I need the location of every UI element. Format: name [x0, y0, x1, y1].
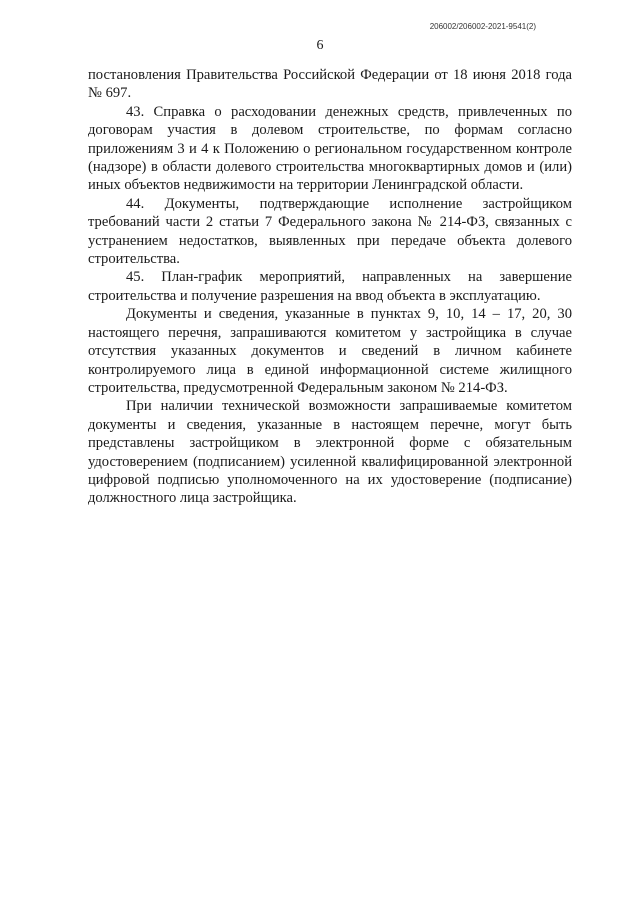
paragraph-item-43: 43. Справка о расходовании денежных средств, привлеченных по договорам участия в долевом строительстве, по формам согласно приложениям 3 и 4 к Положению о региональном государственном контроле (надзоре) в области долевого строительства многоквартирных домов и (или) иных объектов недвижимости на территории Ленинградской области. — [88, 103, 572, 194]
paragraph-continuation: постановления Правительства Российской Федерации от 18 июня 2018 года № 697. — [88, 67, 572, 102]
document-id: 206002/206002-2021-9541(2) — [429, 22, 536, 31]
paragraph-item-44: 44. Документы, подтверждающие исполнение застройщиком требований части 2 статьи 7 Федерального закона № 214-ФЗ, связанных с устранением недостатков, выявленных при передаче объекта долевого строительства. — [88, 195, 572, 268]
paragraph-electronic-form-note: При наличии технической возможности запрашиваемые комитетом документы и сведения, указанные в настоящем перечне, могут быть представлены застройщиком в электронной форме с обязательным удостоверением (подписанием) усиленной квалифицированной электронной цифровой подписью уполномоченного на их удостоверение (подписание) должностного лица застройщика. — [88, 398, 572, 507]
page-number: 6 — [316, 38, 324, 53]
paragraph-documents-note: Документы и сведения, указанные в пунктах 9, 10, 14 – 17, 20, 30 настоящего перечня, запрашиваются комитетом у застройщика в случае отсутствия указанных документов и сведений в личном кабинете контролируемого лица в единой информационной системе жилищного строительства, предусмотренной Федеральным законом № 214-ФЗ. — [88, 306, 572, 396]
document-body — [88, 66, 572, 508]
paragraph-item-45: 45. План-график мероприятий, направленных на завершение строительства и получение разрешения на ввод объекта в эксплуатацию. — [88, 269, 572, 304]
